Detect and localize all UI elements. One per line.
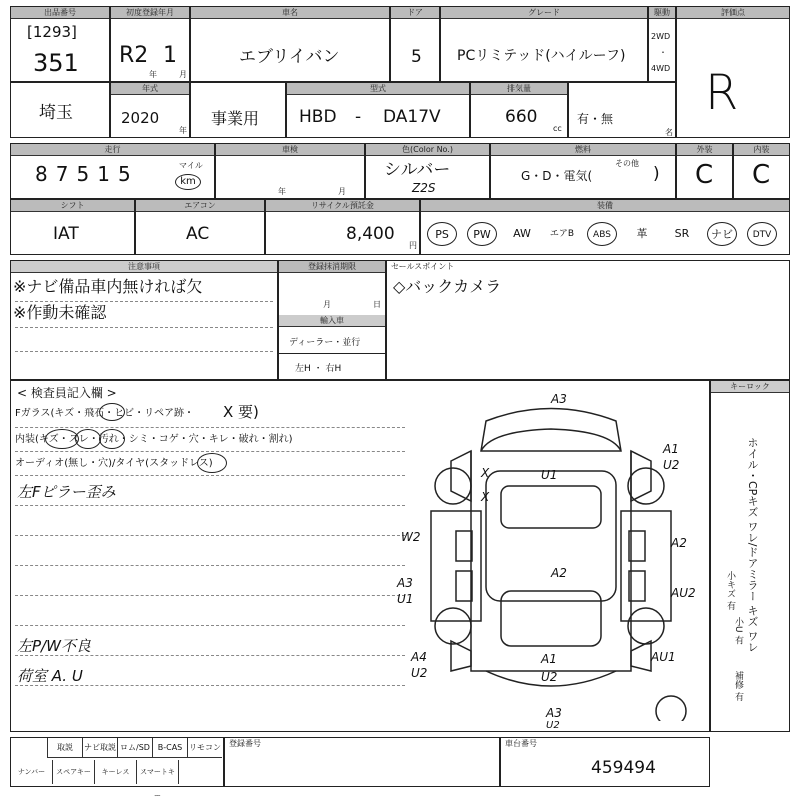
damage-label: A3 <box>546 706 562 720</box>
accessories-box <box>10 737 224 800</box>
drive-2wd: 2WD <box>651 32 671 41</box>
rego-box <box>278 260 386 380</box>
notes-box <box>10 260 278 380</box>
mark-circle <box>99 429 125 449</box>
equipment-box <box>420 199 790 255</box>
accessory-item: リモコン <box>187 738 222 758</box>
insp-month: 月 <box>338 187 346 196</box>
grade: PCリミテッド(ハイルーフ) <box>457 48 626 64</box>
ac-box <box>135 199 265 255</box>
side-sub: 補修 有 <box>733 671 743 701</box>
hand-note: 左P/W不良 <box>17 637 91 655</box>
reg-number-label: 登録番号 <box>229 739 261 748</box>
doors-box <box>390 6 440 82</box>
rego-label: 登録抹消期限 <box>279 261 385 273</box>
name-label: 車名 <box>191 7 389 19</box>
type-prefix: HBD <box>299 107 337 127</box>
recycle-fee: 8,400 <box>346 224 395 244</box>
equipment-item: DTV <box>747 222 777 246</box>
area: 埼玉 <box>39 103 73 123</box>
accessory-item: B-CAS <box>152 738 187 758</box>
damage-label: A3 <box>397 576 413 590</box>
drive-box <box>648 6 676 82</box>
damage-label: A1 <box>541 652 557 666</box>
use-box <box>190 82 286 138</box>
damage-label: U2 <box>541 670 558 684</box>
inspection-box <box>215 143 365 199</box>
inspector-title: < 検査員記入欄 > <box>17 386 117 400</box>
doors-label: ドア <box>391 7 439 19</box>
shift: IAT <box>53 224 79 244</box>
wheel <box>435 608 471 644</box>
lot-box <box>10 6 110 82</box>
use: 事業用 <box>211 109 260 128</box>
damage-label: U2 <box>663 458 680 472</box>
score-label: 評価点 <box>677 7 789 19</box>
equipment-item: PW <box>467 222 497 246</box>
interior-grade: C <box>752 160 771 190</box>
lot-label: 出品番号 <box>11 7 109 19</box>
fuel: G・D・電気( <box>521 169 593 183</box>
damage-label: X <box>481 466 490 480</box>
reg-label: 初度登録年月 <box>111 7 189 19</box>
mark-circle <box>197 453 227 473</box>
wheel <box>628 608 664 644</box>
rear-window-outline <box>501 591 601 646</box>
type-box <box>286 82 470 138</box>
recycle-fee-box <box>265 199 420 255</box>
accessory-item: スペアキー <box>53 760 95 784</box>
recycle-unit: 円 <box>409 241 417 250</box>
damage-label: U1 <box>397 592 414 606</box>
equipment-item: PS <box>427 222 457 246</box>
recycle-fee-label: リサイクル預託金 <box>266 200 419 212</box>
sales-label: セールスポイント <box>391 262 455 271</box>
equipment-item: エアB <box>549 229 575 239</box>
type-code: DA17V <box>383 107 441 127</box>
mileage-digit: 1 <box>97 162 118 186</box>
mileage-label: 走行 <box>11 144 214 156</box>
reg-month-unit: 月 <box>179 70 187 79</box>
drive-label: 駆動 <box>649 7 675 19</box>
year-box <box>110 82 190 138</box>
drive-4wd: 4WD <box>651 64 671 73</box>
year-unit: 年 <box>179 126 187 135</box>
interior-note: 内装(キズ・スレ・汚れ・シミ・コゲ・穴・キレ・破れ・割れ) <box>15 434 293 445</box>
equipment-item: SR <box>674 227 690 240</box>
side-sub: 小U 有 <box>733 617 743 645</box>
cc-label: 排気量 <box>471 83 567 95</box>
damage-label: A1 <box>663 442 679 456</box>
accessory-item: キーレス <box>95 760 137 784</box>
reg-number-box <box>224 737 500 787</box>
note-line: ※ナビ備品車内無ければ欠 <box>13 277 203 296</box>
side-box <box>710 380 790 732</box>
import-handle: 左H ・ 右H <box>295 364 342 374</box>
color-code: Z2S <box>412 181 436 195</box>
note-line: ※作動未確認 <box>13 303 107 322</box>
mileage-digit: 5 <box>76 162 98 186</box>
damage-label: A2 <box>671 536 687 550</box>
damage-label: U2 <box>411 666 428 680</box>
notes-label: 注意事項 <box>11 261 277 273</box>
sales-point: ◇バックカメラ <box>393 277 502 296</box>
mileage-digit: 7 <box>55 162 77 186</box>
interior-label: 内装 <box>734 144 789 156</box>
damage-label: U2 <box>546 720 560 731</box>
recycle-box <box>568 82 676 138</box>
damage-label: A3 <box>551 392 567 406</box>
hand-note: 荷室 A. U <box>17 667 83 685</box>
year: 2020 <box>121 109 160 127</box>
damage-label: AU2 <box>671 586 696 600</box>
equipment-item: ナビ <box>707 222 737 246</box>
doors: 5 <box>411 47 422 67</box>
spare-wheel <box>656 696 686 721</box>
equipment-item: AW <box>513 227 531 240</box>
fuel-label: 燃料 <box>491 144 675 156</box>
mileage-digit: 8 <box>35 162 56 186</box>
fuel-box <box>490 143 676 199</box>
mileage-box <box>10 143 215 199</box>
side-label: キーロック <box>711 381 789 393</box>
interior-box <box>733 143 790 199</box>
equipment-item: 革 <box>636 227 648 240</box>
exterior-box <box>676 143 733 199</box>
mileage-digit: 5 <box>117 162 139 186</box>
damage-label: U1 <box>541 468 558 482</box>
mark-circle <box>45 429 79 449</box>
area-box <box>10 82 110 138</box>
audio-note: オーディオ(無し・穴)/タイヤ(スタッドレス) <box>15 458 213 469</box>
car-name-box <box>190 6 390 82</box>
side-vertical: ホイル・CPキズ ワレ/ドアミラー キズ ワレ <box>746 437 759 653</box>
inspection-label: 車検 <box>216 144 364 156</box>
chassis-label: 車台番号 <box>505 739 537 748</box>
mark-circle <box>75 429 101 449</box>
drive-dot: ・ <box>659 48 667 57</box>
type-dash: - <box>355 107 362 127</box>
grade-label: グレード <box>441 7 647 19</box>
chassis-box <box>500 737 710 787</box>
hand-note: 左Fピラー歪み <box>17 483 116 501</box>
fuel-close: ) <box>653 164 660 184</box>
accessory-item: ナンバー <box>11 760 53 784</box>
type-label: 型式 <box>287 83 469 95</box>
import-label: 輸入車 <box>279 315 385 327</box>
import-dealer: ディーラー・並行 <box>289 338 361 348</box>
lot-number: 351 <box>33 49 79 77</box>
equipment-label: 装備 <box>421 200 789 212</box>
wheel <box>628 468 664 504</box>
accessory-item: ロム/SD <box>117 738 152 758</box>
accessory-item: 取説 <box>47 738 82 758</box>
mark-circle <box>99 403 125 421</box>
cc: 660 <box>505 107 538 127</box>
lot-bracket: [1293] <box>27 23 77 41</box>
score: R <box>705 65 739 121</box>
damage-label: A2 <box>551 566 567 580</box>
equipment-item: ABS <box>587 222 617 246</box>
shift-label: シフト <box>11 200 134 212</box>
mileage-digits <box>35 164 139 184</box>
windshield-outline <box>501 486 601 528</box>
grade-box <box>440 6 648 82</box>
ac: AC <box>186 224 210 244</box>
rego-month: 月 <box>323 300 331 309</box>
glass-note: Fガラス(キズ・飛石・ヒビ・リペア跡・ <box>15 408 194 419</box>
mile-alt: マイル <box>179 161 203 170</box>
damage-label: A4 <box>411 650 427 664</box>
chassis: 459494 <box>591 758 656 778</box>
reg-year: 1 <box>163 43 177 68</box>
fuel-other: その他 <box>615 159 639 168</box>
car-name: エブリイバン <box>239 47 340 67</box>
score-box <box>676 6 790 138</box>
year-label: 年式 <box>111 83 189 95</box>
exterior-label: 外装 <box>677 144 732 156</box>
ac-label: エアコン <box>136 200 264 212</box>
reg-year-unit: 年 <box>149 70 157 79</box>
exterior-grade: C <box>695 160 714 190</box>
side-sub: 小キズ 有 <box>725 571 735 610</box>
damage-label: X <box>481 490 490 504</box>
mileage-unit: km <box>175 174 201 190</box>
recycle-flag: 有・無 <box>577 112 614 126</box>
right-side-outline <box>621 511 671 621</box>
damage-label: W2 <box>401 530 421 544</box>
accessory-item: ナビ取説 <box>82 738 117 758</box>
roof-outline <box>486 468 616 601</box>
first-reg-box <box>110 6 190 82</box>
cc-unit: cc <box>553 124 562 133</box>
glass-mark: X 要) <box>223 403 259 421</box>
cc-box <box>470 82 568 138</box>
color: シルバー <box>384 160 451 180</box>
color-label: 色(Color No.) <box>366 144 489 156</box>
insp-year: 年 <box>278 187 286 196</box>
shift-box <box>10 199 135 255</box>
left-side-outline <box>431 511 481 621</box>
reg-era: R2 <box>119 43 149 68</box>
damage-label: AU1 <box>651 650 676 664</box>
inspector-box <box>10 380 710 732</box>
accessory-item: スマートキー <box>137 760 179 784</box>
color-box <box>365 143 490 199</box>
sales-box <box>386 260 790 380</box>
rego-day: 日 <box>373 300 381 309</box>
owner-mark: 名 <box>665 128 673 137</box>
